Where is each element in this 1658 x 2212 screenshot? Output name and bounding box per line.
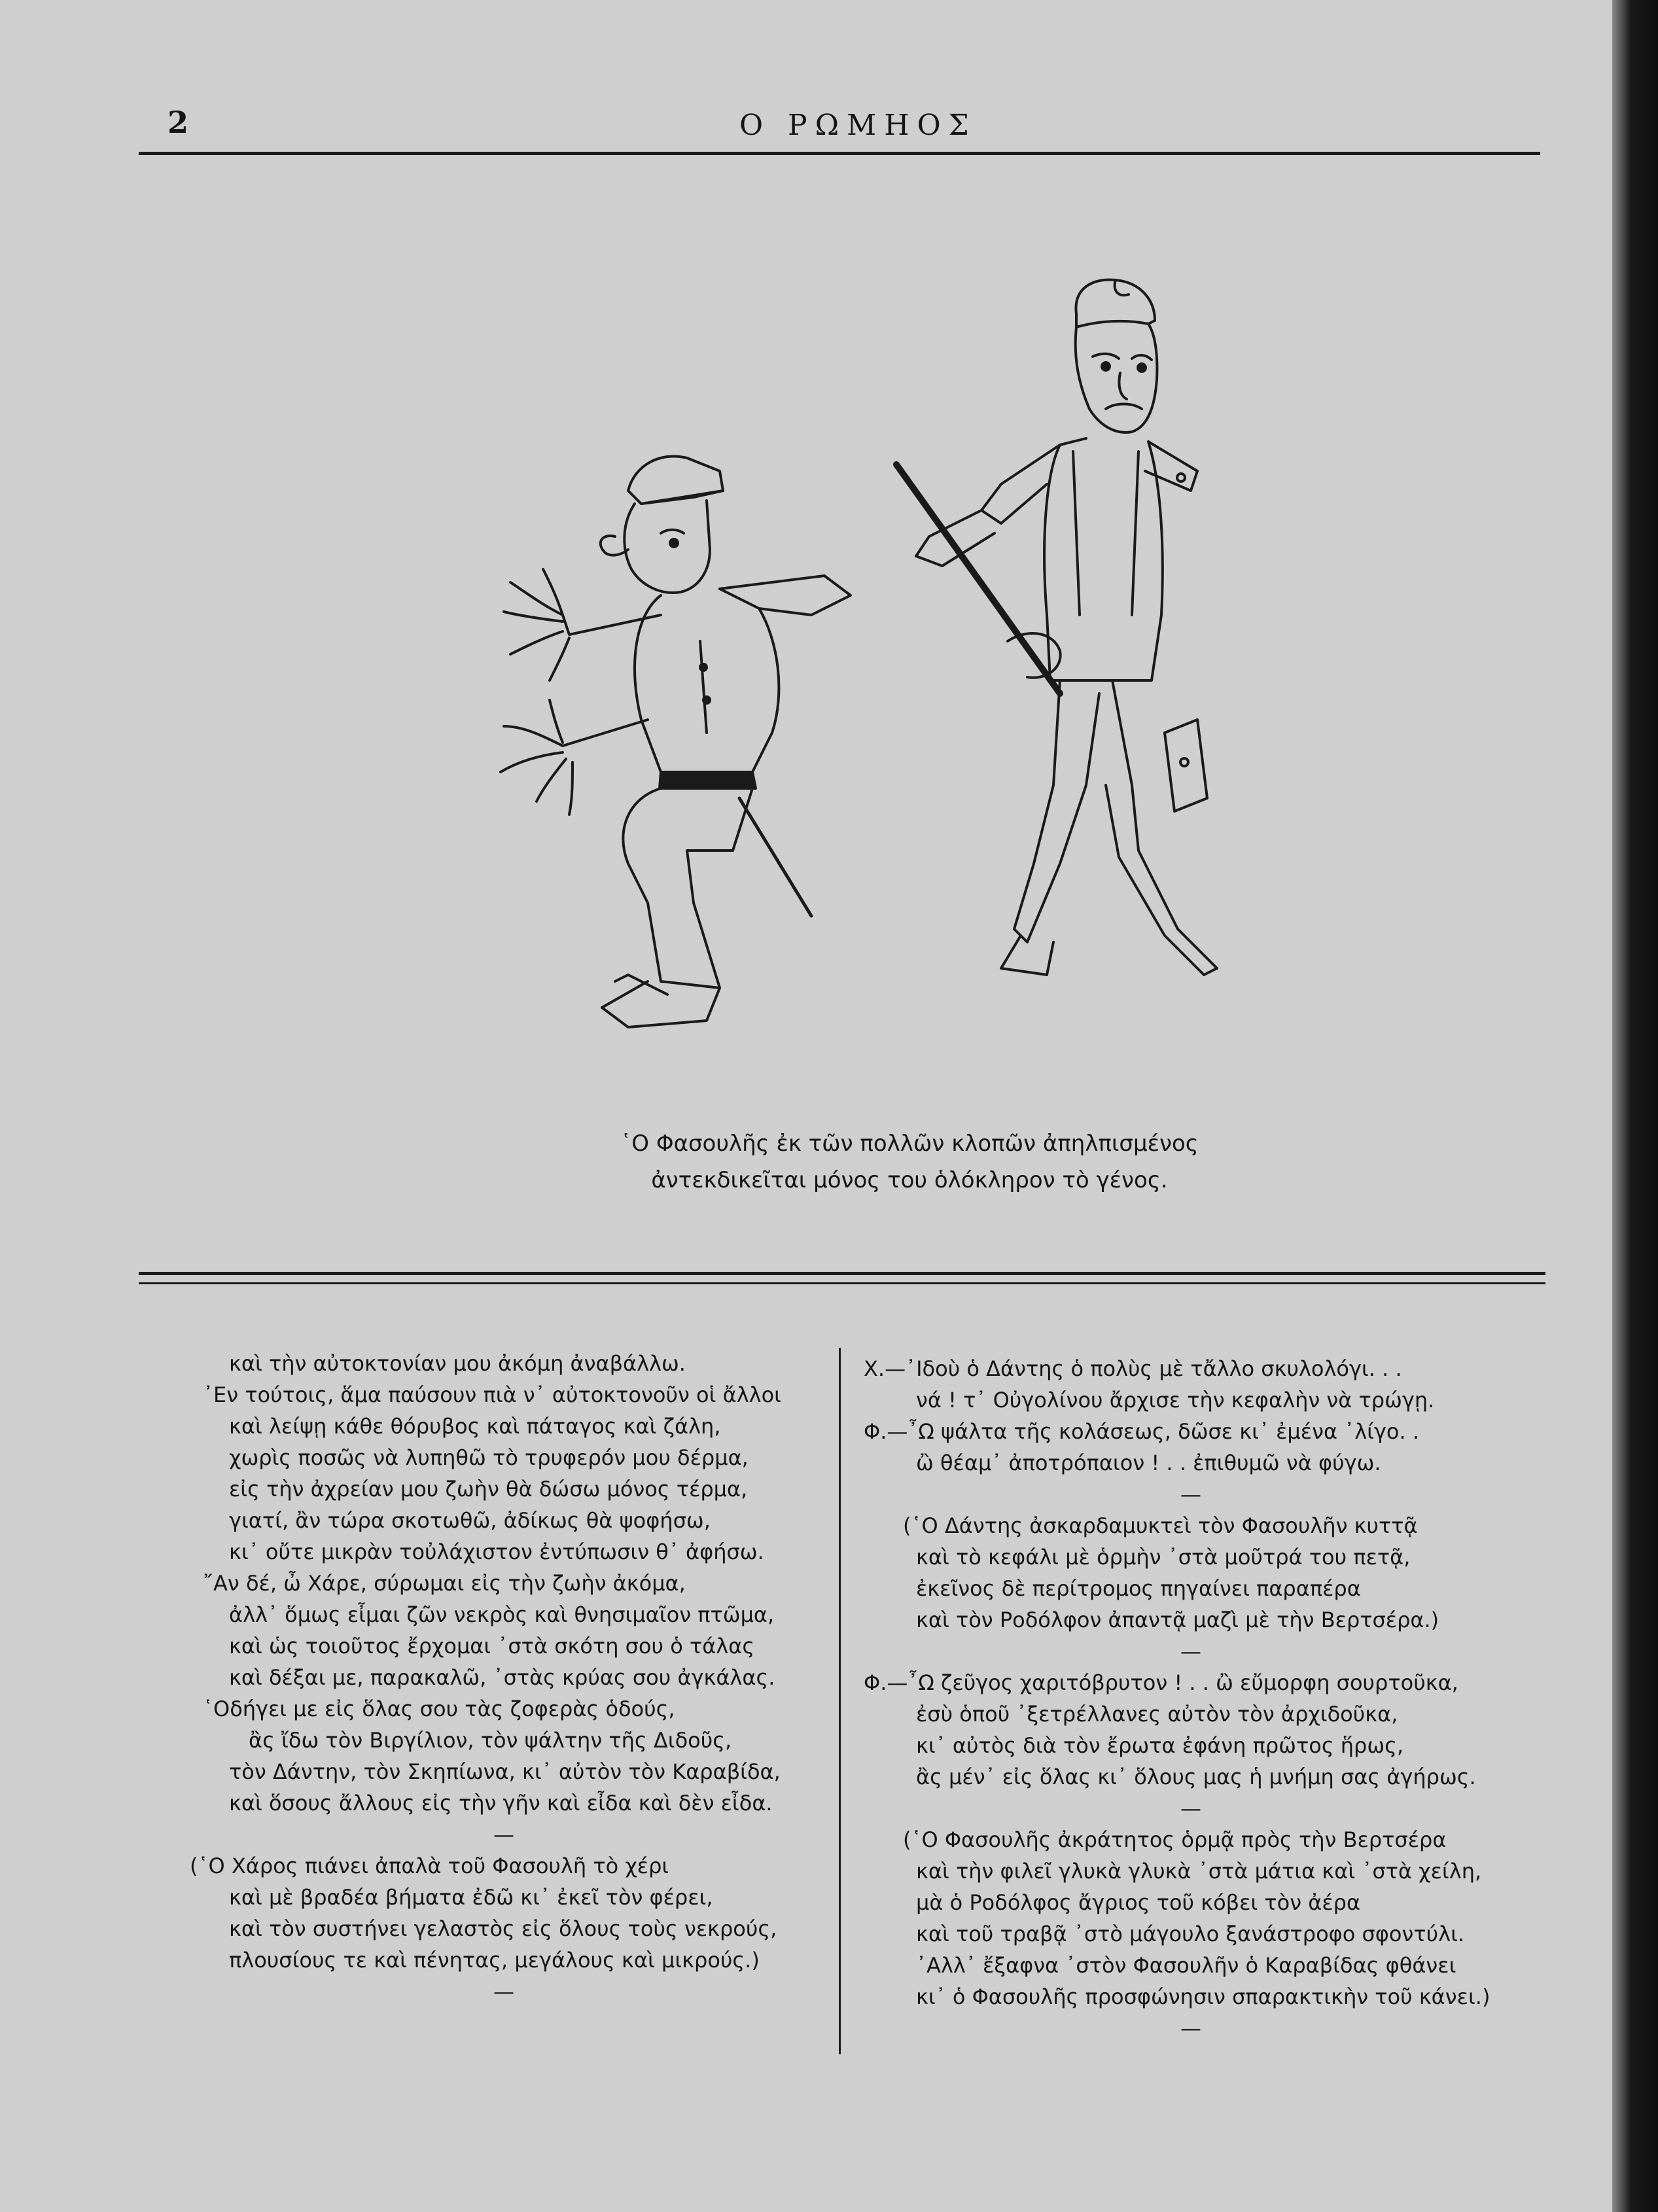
verse-line: καὶ ὡς τοιοῦτος ἔρχομαι ᾿στὰ σκότη σου ὁ τάλας (229, 1634, 755, 1659)
stage-line: μὰ ὁ Ροδόλφος ἄγριος τοῦ κόβει τὸν ἀέρα (916, 1890, 1361, 1915)
section-dash: — (1180, 1796, 1201, 1821)
dialogue-line: νά ! τ᾿ Οὐγολίνου ἄρχισε τὴν κεφαλὴν νὰ τρώγῃ. (916, 1388, 1435, 1413)
page-edge-shadow (1612, 0, 1658, 2212)
verse-line: ῎Αν δέ, ὦ Χάρε, σύρωμαι εἰς τὴν ζωὴν ἀκόμα, (203, 1571, 686, 1596)
stage-line: καὶ τὸ κεφάλι μὲ ὁρμὴν ᾿στὰ μοῦτρά του πετᾷ, (916, 1545, 1411, 1570)
section-dash: — (493, 1979, 514, 2004)
verse-line: χωρὶς ποσῶς νὰ λυπηθῶ τὸ τρυφερόν μου δέρμα, (229, 1445, 749, 1470)
stage-line: κι᾿ ὁ Φασουλῆς προσφώνησιν σπαρακτικὴν τοῦ κάνει.) (916, 1984, 1490, 2009)
verse-line: καὶ δέξαι με, παρακαλῶ, ᾿στὰς κρύας σου ἀγκάλας. (229, 1665, 775, 1690)
masthead-title: Ο ΡΩΜΗΟΣ (739, 109, 977, 142)
header-rule (139, 152, 1540, 155)
page-number: 2 (168, 105, 189, 140)
stage-line: (῾Ο Δάντης ἀσκαρδαμυκτεὶ τὸν Φασουλῆν κυττᾷ (903, 1513, 1418, 1538)
dialogue-line: Φ.—῏Ω ψάλτα τῆς κολάσεως, δῶσε κι᾿ ἐμένα ᾿λίγο. . (864, 1419, 1419, 1444)
verse-line: καὶ ὅσους ἄλλους εἰς τὴν γῆν καὶ εἶδα καὶ δὲν εἶδα. (229, 1791, 773, 1816)
stage-line: πλουσίους τε καὶ πένητας, μεγάλους καὶ μικρούς.) (229, 1948, 760, 1973)
section-dash: — (1180, 1639, 1201, 1664)
stage-line: ἐκεῖνος δὲ περίτρομος πηγαίνει παραπέρα (916, 1576, 1361, 1601)
right-column (864, 1353, 1518, 2044)
column-divider (839, 1348, 841, 2054)
puppet-figure (896, 280, 1217, 975)
verse-line: καὶ λείψῃ κάθε θόρυβος καὶ πάταγος καὶ ζάλη, (229, 1414, 721, 1439)
verse-line: ἀλλ᾿ ὅμως εἶμαι ζῶν νεκρὸς καὶ θνησιμαῖον πτῶμα, (229, 1602, 775, 1627)
dialogue-line: κι᾿ αὐτὸς διὰ τὸν ἔρωτα ἐφάνη πρῶτος ἥρως, (916, 1733, 1404, 1758)
section-rule-thin (139, 1282, 1545, 1284)
dialogue-line: Φ.—῏Ω ζεῦγος χαριτόβρυτον ! . . ὢ εὔμορφη σουρτοῦκα, (864, 1670, 1458, 1695)
officer-figure (501, 456, 851, 1027)
verse-line: καὶ τὴν αὐτοκτονίαν μου ἀκόμη ἀναβάλλω. (229, 1351, 686, 1376)
section-dash: — (1180, 2016, 1201, 2041)
verse-line: ῾Οδήγει με εἰς ὅλας σου τὰς ζοφερὰς ὁδούς, (203, 1696, 675, 1721)
caption-line: ῾Ο Φασουλῆς ἐκ τῶν πολλῶν κλοπῶν ἀπηλπισμένος (620, 1131, 1199, 1157)
stage-line: ᾿Αλλ᾿ ἔξαφνα ᾿στὸν Φασουλῆν ὁ Καραβίδας φθάνει (916, 1953, 1456, 1978)
stage-line: καὶ τὴν φιλεῖ γλυκὰ γλυκὰ ᾿στὰ μάτια καὶ ᾿στὰ χείλη, (916, 1859, 1482, 1884)
verse-line: κι᾿ οὔτε μικρὰν τοὐλάχιστον ἐντύπωσιν θ᾿ ἀφήσω. (229, 1539, 764, 1564)
section-dash: — (1180, 1482, 1201, 1507)
dialogue-line: Χ.—᾿Ιδοὺ ὁ Δάντης ὁ πολὺς μὲ τἄλλο σκυλολόγι. . . (864, 1356, 1402, 1381)
verse-line: εἰς τὴν ἀχρείαν μου ζωὴν θὰ δώσω μόνος τέρμα, (229, 1477, 748, 1501)
verse-line: γιατί, ἂν τώρα σκοτωθῶ, ἀδίκως θὰ ψοφήσω, (229, 1508, 711, 1533)
stage-line: (῾Ο Φασουλῆς ἀκράτητος ὁρμᾷ πρὸς τὴν Βερτσέρα (903, 1827, 1447, 1852)
stage-line: (῾Ο Χάρος πιάνει ἀπαλὰ τοῦ Φασουλῆ τὸ χέρι (190, 1853, 669, 1878)
verse-line: ᾿Εν τούτοις, ἅμα παύσουν πιὰ ν᾿ αὐτοκτονοῦν οἱ ἄλλοι (203, 1382, 781, 1407)
left-column (190, 1348, 818, 2007)
caption-line: ἀντεκδικεῖται μόνος του ὁλόκληρον τὸ γένος. (651, 1167, 1168, 1193)
stage-line: καὶ τοῦ τραβᾷ ᾿στὸ μάγουλο ξανάστροφο σφοντύλι. (916, 1922, 1465, 1946)
cartoon-illustration (353, 275, 1335, 1086)
cartoon-caption (484, 1125, 1335, 1199)
verse-line: τὸν Δάντην, τὸν Σκηπίωνα, κι᾿ αὐτὸν τὸν Καραβίδα, (229, 1759, 781, 1784)
section-dash: — (493, 1822, 514, 1847)
section-rule-thick (139, 1272, 1545, 1275)
stage-line: καὶ μὲ βραδέα βήματα ἐδῶ κι᾿ ἐκεῖ τὸν φέρει, (229, 1885, 713, 1910)
dialogue-line: ἐσὺ ὁποῦ ᾿ξετρέλλανες αὐτὸν τὸν ἀρχιδοῦκα, (916, 1702, 1398, 1727)
stage-line: καὶ τὸν Ροδόλφον ἀπαντᾷ μαζὶ μὲ τὴν Βερτσέρα.) (916, 1607, 1439, 1632)
stage-line: καὶ τὸν συστήνει γελαστὸς εἰς ὅλους τοὺς νεκρούς, (229, 1916, 777, 1941)
dialogue-line: ἂς μέν᾿ εἰς ὅλας κι᾿ ὅλους μας ἡ μνήμη σας ἀγήρως. (916, 1764, 1476, 1789)
dialogue-line: ὢ θέαμ᾿ ἀποτρόπαιον ! . . ἐπιθυμῶ νὰ φύγω. (916, 1450, 1381, 1475)
verse-line: ἂς ἴδω τὸν Βιργίλιον, τὸν ψάλτην τῆς Διδοῦς, (249, 1728, 732, 1753)
